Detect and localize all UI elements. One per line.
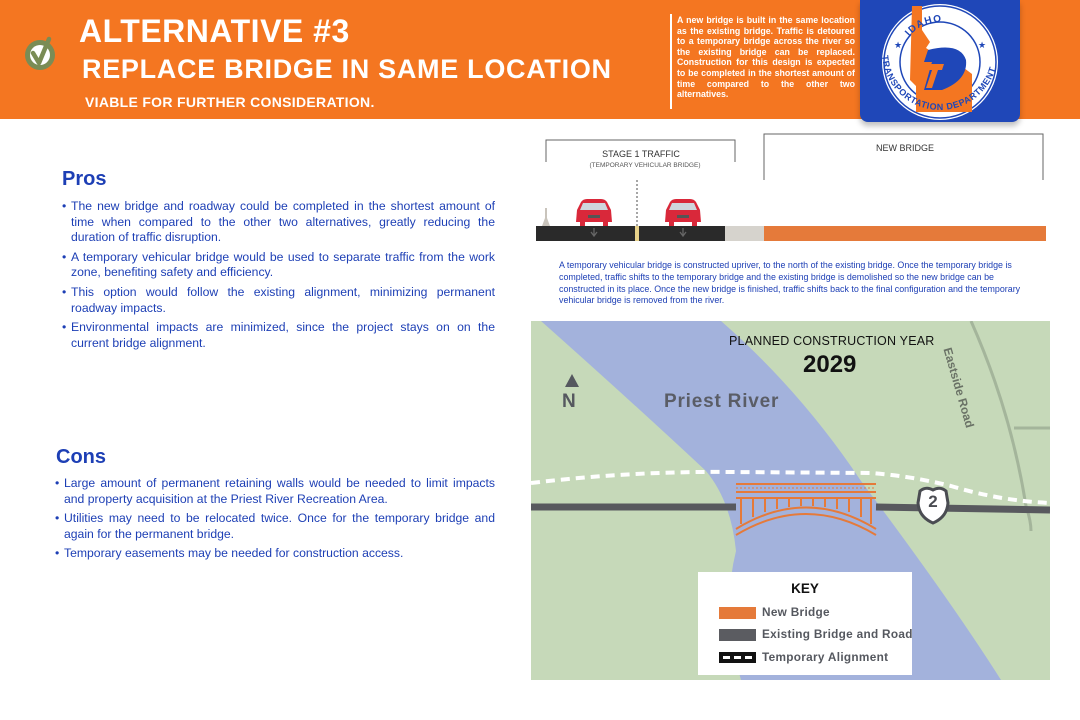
temp-bridge-lane: [536, 226, 635, 241]
map-legend: [698, 572, 912, 675]
legend-swatch: [719, 652, 756, 663]
river-label: Priest River: [664, 391, 780, 412]
svg-text:★: ★: [978, 40, 987, 50]
new-bridge-section: [764, 226, 1046, 241]
new-bridge-label: NEW BRIDGE: [875, 143, 935, 153]
check-circle-icon: [22, 33, 60, 73]
svg-text:★: ★: [894, 40, 903, 50]
svg-text:IDAHO: IDAHO: [903, 13, 943, 39]
diagram-description: A temporary vehicular bridge is constructed upriver, to the north of the existing bridge. Once the temporary bridge is completed, traffic shifts to the temporary bridge and the existing bridge is demolished so the new bridge can be constructed in its place. Once the new bridge is finished, traffic shifts back to the final configuration and the temporary vehicular bridge is removed from the river.: [559, 260, 1021, 306]
gap-shoulder: [725, 226, 764, 241]
construction-year-label: PLANNED CONSTRUCTION YEAR: [729, 334, 935, 348]
cons-item: • Large amount of permanent retaining walls would be needed to limit impacts and property acquisition at the Priest River Recreation Area.: [55, 476, 495, 507]
legend-swatch: [719, 629, 756, 641]
stage-sublabel: (TEMPORARY VEHICULAR BRIDGE): [589, 162, 701, 169]
pros-list: [62, 199, 495, 355]
median-strip: [635, 226, 639, 241]
project-map: [531, 321, 1050, 680]
itd-seal-icon: [860, 0, 1020, 122]
cons-list: [55, 476, 495, 566]
car-icon: [665, 199, 701, 226]
page-subtitle: REPLACE BRIDGE IN SAME LOCATION: [82, 54, 612, 84]
north-arrow-icon: [565, 374, 579, 387]
car-icon: [576, 199, 612, 226]
highway-number: 2: [928, 492, 938, 511]
legend-swatch: [719, 607, 756, 619]
stage-label: STAGE 1 TRAFFIC: [602, 149, 680, 159]
pros-item: • This option would follow the existing alignment, minimizing permanent roadway impacts.: [62, 285, 495, 316]
new-bridge-bracket: [764, 134, 1043, 180]
barrier-icon: [542, 208, 550, 226]
viability-status: VIABLE FOR FURTHER CONSIDERATION.: [85, 94, 375, 110]
legend-label: New Bridge: [762, 605, 830, 619]
page-title: ALTERNATIVE #3: [79, 13, 350, 49]
cons-item: • Utilities may need to be relocated twice. Once for the temporary bridge and again for the permanent bridge.: [55, 511, 495, 542]
road-label: Eastside Road: [940, 346, 977, 430]
header-banner: [0, 0, 1080, 119]
pros-item: • The new bridge and roadway could be completed in the shortest amount of time when compared to the other two alternatives, greatly reducing the duration of traffic disruption.: [62, 199, 495, 246]
cons-heading: Cons: [56, 446, 106, 468]
header-divider: [670, 14, 672, 109]
itd-logo: [860, 0, 1020, 122]
pros-item: • Environmental impacts are minimized, since the project stays on on the current bridge alignment.: [62, 320, 495, 351]
cross-section-diagram: [535, 130, 1050, 250]
temp-bridge-lane: [639, 226, 725, 241]
pros-heading: Pros: [62, 168, 107, 190]
alternative-description: A new bridge is built in the same location as the existing bridge. Traffic is detoured to a temporary bridge across the river so the existing bridge can be replaced. Construction for this design is expected to be completed in the shortest amount of time compared to the other two alternatives.: [677, 15, 855, 100]
legend-title: KEY: [791, 581, 819, 596]
north-label: N: [562, 391, 576, 412]
cons-item: • Temporary easements may be needed for construction access.: [55, 546, 495, 562]
pros-item: • A temporary vehicular bridge would be used to separate traffic from the work zone, benefiting safety and efficiency.: [62, 250, 495, 281]
legend-label: Temporary Alignment: [762, 650, 889, 664]
legend-label: Existing Bridge and Road: [762, 627, 913, 641]
svg-text:TRANSPORTATION DEPARTMENT: TRANSPORTATION DEPARTMENT: [880, 54, 998, 113]
construction-year: 2029: [803, 351, 857, 378]
